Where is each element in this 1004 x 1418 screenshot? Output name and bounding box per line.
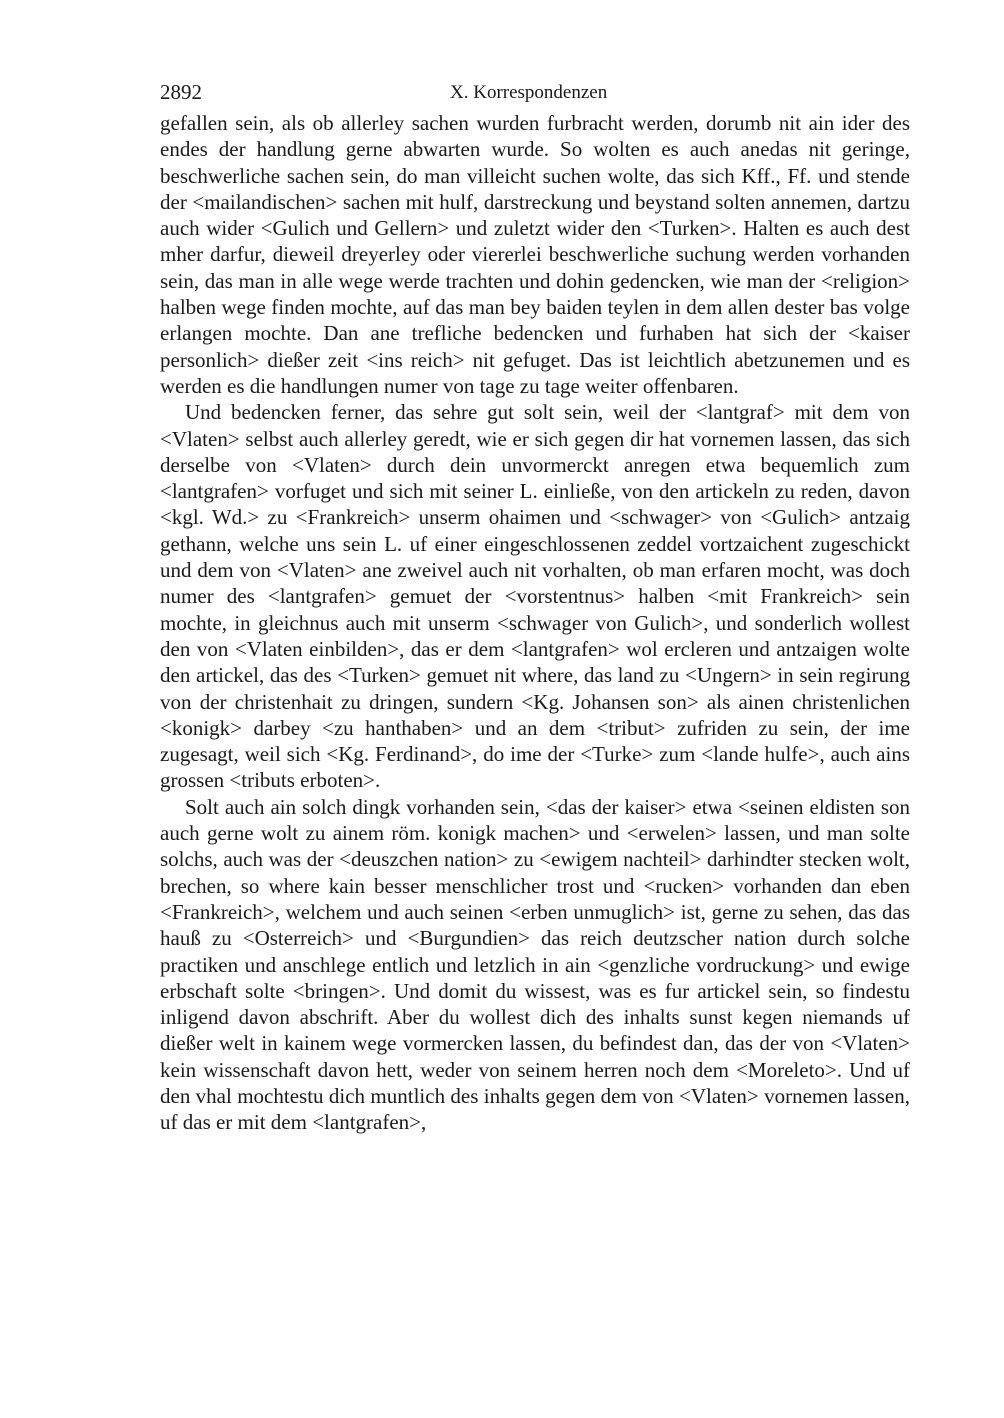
body-text [160,110,910,1136]
paragraph: gefallen sein, als ob allerley sachen wurden furbracht werden, dorumb nit ain ider des endes der handlung gerne abwarten wurde. So wolten es auch anedas nit geringe, beschwerliche sachen sein, do man villeicht suchen wolte, das sich Kff., Ff. und stende der <mailandischen> sachen mit hulf, darstreckung und beystand solten annemen, dartzu auch wider <Gulich und Gellern> und zuletzt wider den <Turken>. Halten es auch dest mher darfur, dieweil dreyerley oder viererlei beschwerliche suchung werden vorhanden sein, das man in alle wege werde trachten und dohin gedencken, wie man der <religion> halben wege finden mochte, auf das man bey baiden teylen in dem allen dester bas volge erlangen mochte. Dan ane trefliche bedencken und furhaben hat sich der <kaiser personlich> dießer zeit <ins reich> nit gefuget. Das ist leichtlich abetzunemen und es werden es die handlungen numer von tage zu tage weiter offenbaren. [160,111,910,398]
section-title: X. Korrespondenzen [450,82,608,103]
paragraph: Und bedencken ferner, das sehre gut solt sein, weil der <lantgraf> mit dem von <Vlaten> selbst auch allerley geredt, wie er sich gegen dir hat vornemen lassen, das sich derselbe von <Vlaten> durch dein unvormerckt anregen etwa bequemlich zum <lantgrafen> vorfuget und sich mit seiner L. einließe, von den artickeln zu reden, davon <kgl. Wd.> zu <Frankreich> unserm ohaimen und <schwager> von <Gulich> antzaig gethann, welche uns sein L. uf einer eingeschlossenen zeddel vortzaichent zugeschickt und dem von <Vlaten> ane zweivel auch nit vorhalten, ob man erfaren mocht, was doch numer des <lantgrafen> gemuet der <vorstentnus> halben <mit Frankreich> sein mochte, in gleichnus auch mit unserm <schwager von Gulich>, und sonderlich wollest den von <Vlaten einbilden>, das er dem <lantgrafen> wol ercleren und antzaigen wolte den artickel, das des <Turken> gemuet nit where, das land zu <Ungern> in sein regirung von der christenhait zu dringen, sundern <Kg. Johansen son> als ainen christenlichen <konigk> darbey <zu hanthaben> und an dem <tribut> zufriden zu sein, der ime zugesagt, weil sich <Kg. Ferdinand>, do ime der <Turke> zum <lande hulfe>, auch ains grossen <tributs erboten>. [160,400,910,793]
document-page [160,76,910,1136]
page-number: 2892 [160,80,202,104]
running-header [160,76,910,110]
paragraph: Solt auch ain solch dingk vorhanden sein, <das der kaiser> etwa <seinen eldisten son auch gerne wolt zu ainem röm. konigk machen> und <erwelen> lassen, und man solte solchs, auch was der <deuszchen nation> zu <ewigem nachteil> darhindter stecken wolt, brechen, so where kain besser menschlicher trost und <rucken> vorhanden dan eben <Frankreich>, welchem und auch seinen <erben unmuglich> ist, gerne zu sehen, das das hauß zu <Osterreich> und <Burgundien> das reich deutzscher nation durch solche practiken und anschlege entlich und letzlich in ain <genzliche vordruckung> und ewige erbschaft solte <bringen>. Und domit du wissest, was es fur artickel sein, so findestu inligend davon abschrift. Aber du wollest dich des inhalts sunst kegen niemands uf dießer welt in kainem wege vormercken lassen, du befindest dan, das der von <Vlaten> kein wissenschaft davon hett, weder von seinem herren noch dem <Moreleto>. Und uf den vhal mochtestu dich muntlich des inhalts gegen dem von <Vlaten> vornemen lassen, uf das er mit dem <lantgrafen>, [160,794,910,1135]
